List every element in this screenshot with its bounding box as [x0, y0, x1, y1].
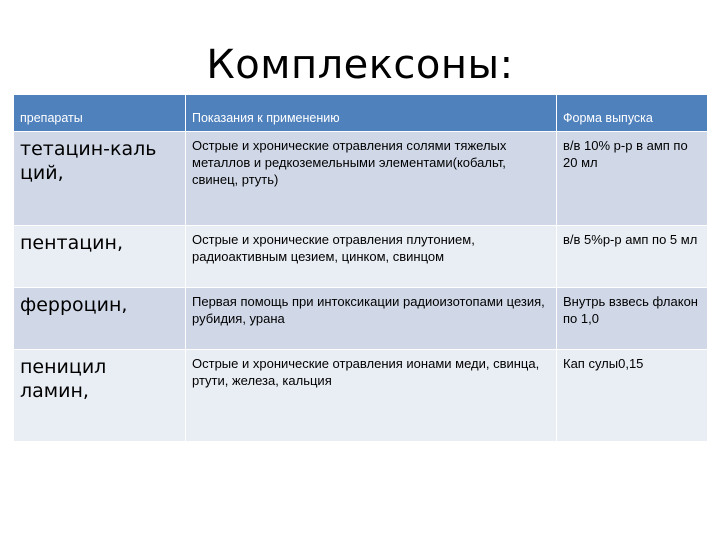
drug-cell: пентацин, [14, 226, 186, 288]
form-cell: в/в 5%р-р амп по 5 мл [557, 226, 708, 288]
indication-cell: Первая помощь при интоксикации радиоизотопами цезия, рубидия, урана [186, 288, 557, 350]
indication-cell: Острые и хронические отравления солями тяжелых металлов и редкоземельными элементами(кобальт, свинец, ртуть) [186, 132, 557, 226]
indication-cell: Острые и хронические отравления ионами меди, свинца, ртути, железа, кальция [186, 350, 557, 442]
drug-cell: ферроцин, [14, 288, 186, 350]
form-cell: Кап сулы0,15 [557, 350, 708, 442]
table-row [14, 226, 708, 288]
table-row [14, 350, 708, 442]
slide-title: Комплексоны: [206, 42, 514, 88]
drug-cell: тетацин-каль ций, [14, 132, 186, 226]
drugs-table [13, 94, 708, 442]
form-cell: в/в 10% р-р в амп по 20 мл [557, 132, 708, 226]
table-header-row [14, 95, 708, 132]
indication-cell: Острые и хронические отравления плутонием, радиоактивным цезием, цинком, свинцом [186, 226, 557, 288]
column-header-indications: Показания к применению [186, 95, 557, 132]
column-header-release-form: Форма выпуска [557, 95, 708, 132]
table-row [14, 288, 708, 350]
table-row [14, 132, 708, 226]
drug-cell: пеницил ламин, [14, 350, 186, 442]
form-cell: Внутрь взвесь флакон по 1,0 [557, 288, 708, 350]
column-header-drugs: препараты [14, 95, 186, 132]
